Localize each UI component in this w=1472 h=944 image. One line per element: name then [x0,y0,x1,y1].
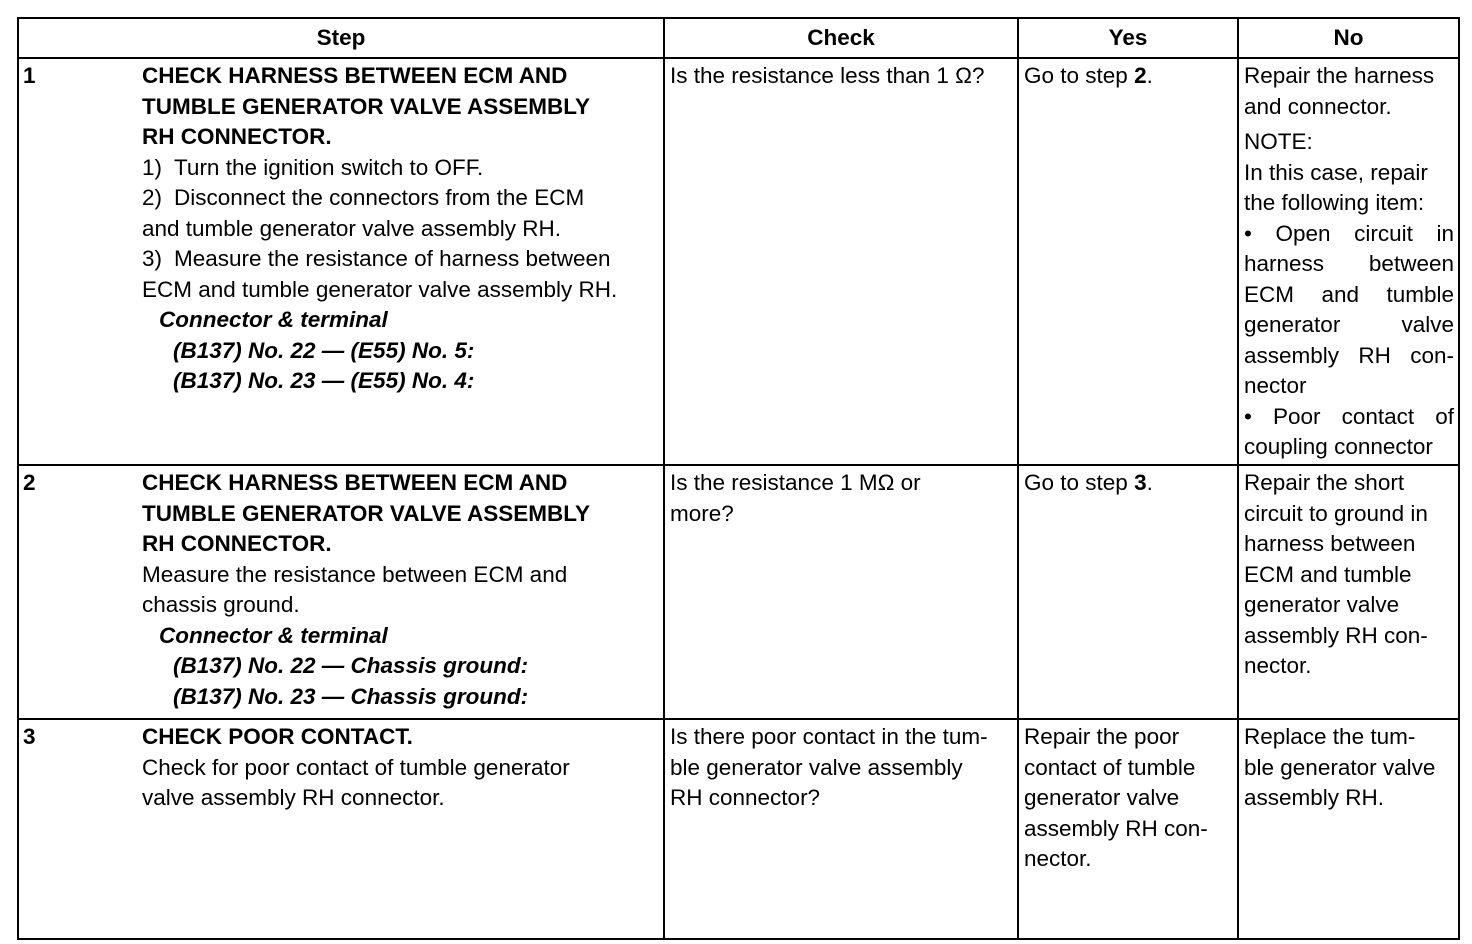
no-cell [1238,58,1459,465]
procedure-number: 3) [142,246,163,271]
yes-text [1024,61,1233,92]
check-text-line: Is there poor contact in the tum- [670,724,988,749]
step-cell [18,58,664,465]
note-line: In this case, repair [1244,159,1428,185]
connector-terminal-line: (B137) No. 22 — (E55) No. 5: [173,337,475,363]
yes-text [1024,468,1233,499]
step-number: 1 [23,63,36,88]
yes-text-line: generator valve [1024,785,1180,810]
yes-prefix: Go to step [1024,63,1135,88]
check-text-line: Is the resistance 1 MΩ or [670,470,921,495]
no-text-line: ble generator valve [1244,754,1436,780]
yes-cell [1018,58,1238,465]
procedure-item [142,214,659,245]
connector-terminal-label: Connector & terminal [159,622,388,648]
no-text-line: Repair the harness [1244,63,1435,88]
step-title-line: CHECK POOR CONTACT. [142,724,413,749]
header-step: Step [18,18,664,58]
header-yes: Yes [1018,18,1238,58]
note-label: NOTE: [1244,129,1313,154]
note-line: coupling connector [1244,434,1433,459]
procedure-item [142,244,659,275]
no-text-line: circuit to ground in [1244,500,1428,526]
no-text-line: assembly RH con- [1244,622,1428,648]
step-number: 3 [23,724,36,749]
check-cell [664,58,1018,465]
procedure-text: Measure the resistance between ECM and [142,561,568,587]
note-line: • Open circuit in [1244,220,1454,246]
no-text-line: Repair the short [1244,470,1405,495]
no-cell [1238,719,1459,939]
note-line: harness between [1244,251,1454,276]
check-text-line: RH connector? [670,785,821,810]
note-line: • Poor contact of [1244,403,1454,429]
note-line: the following item: [1244,190,1425,215]
header-no: No [1238,18,1459,58]
table-row-step-3 [18,719,1459,939]
yes-text-line: Repair the poor [1024,724,1180,749]
step-title [142,61,659,153]
step-cell [18,465,664,719]
step-title [142,722,659,753]
diagnostic-table [17,17,1460,940]
check-text-line: ble generator valve assembly [670,754,963,780]
step-title-line: TUMBLE GENERATOR VALVE ASSEMBLY [142,93,590,119]
procedure-text: Disconnect the connectors from the ECM [174,185,585,210]
procedure-text: Measure the resistance of harness between [174,246,611,271]
procedure-text: and tumble generator valve assembly RH. [142,215,561,241]
header-check: Check [664,18,1018,58]
step-number: 2 [23,470,36,495]
yes-cell [1018,719,1238,939]
step-cell [18,719,664,939]
procedure-item [142,153,659,184]
yes-step-number: 3 [1134,470,1147,495]
no-text-line: generator valve [1244,592,1400,617]
check-text-line: more? [670,500,734,526]
procedure-text: ECM and tumble generator valve assembly RH. [142,276,618,302]
no-text-line: nector. [1244,653,1312,678]
no-cell [1238,465,1459,719]
no-text-line: and connector. [1244,93,1392,119]
check-text: Is the resistance less than 1 Ω? [670,63,985,88]
no-text-line: Replace the tum- [1244,724,1416,749]
check-cell [664,465,1018,719]
yes-text-line: assembly RH con- [1024,815,1208,841]
yes-text-line: nector. [1024,846,1092,871]
note-line: nector [1244,373,1307,398]
procedure-number: 2) [142,185,163,210]
header-row [18,18,1459,58]
yes-cell [1018,465,1238,719]
yes-prefix: Go to step [1024,470,1135,495]
table-row-step-1 [18,58,1459,465]
step-title-line: RH CONNECTOR. [142,531,332,556]
procedure-number: 1) [142,154,163,180]
table-row-step-2 [18,465,1459,719]
procedure-item [142,275,659,306]
yes-suffix: . [1146,63,1153,88]
procedure-text: valve assembly RH connector. [142,785,445,810]
connector-terminal-label: Connector & terminal [159,307,388,332]
no-text-line: assembly RH. [1244,785,1385,810]
check-cell [664,719,1018,939]
procedure-item [142,183,659,214]
yes-suffix: . [1146,470,1153,495]
step-title-line: CHECK HARNESS BETWEEN ECM AND [142,63,568,88]
step-title-line: RH CONNECTOR. [142,124,332,149]
yes-step-number: 2 [1134,63,1147,88]
procedure-text: Turn the ignition switch to OFF. [174,154,484,180]
connector-terminal-line: (B137) No. 22 — Chassis ground: [173,653,529,678]
no-text-line: ECM and tumble [1244,561,1412,587]
procedure-text: chassis ground. [142,592,300,617]
yes-text-line: contact of tumble [1024,754,1196,780]
step-title-line: TUMBLE GENERATOR VALVE ASSEMBLY [142,500,590,526]
connector-terminal-line: (B137) No. 23 — (E55) No. 4: [173,368,475,393]
connector-terminal-line: (B137) No. 23 — Chassis ground: [173,683,529,709]
procedure-text: Check for poor contact of tumble generator [142,754,570,780]
note-line: ECM and tumble [1244,281,1454,307]
note-line: assembly RH con- [1244,342,1454,368]
no-text-line: harness between [1244,531,1416,556]
step-title [142,468,659,560]
note-line: generator valve [1244,312,1454,337]
step-title-line: CHECK HARNESS BETWEEN ECM AND [142,470,568,495]
